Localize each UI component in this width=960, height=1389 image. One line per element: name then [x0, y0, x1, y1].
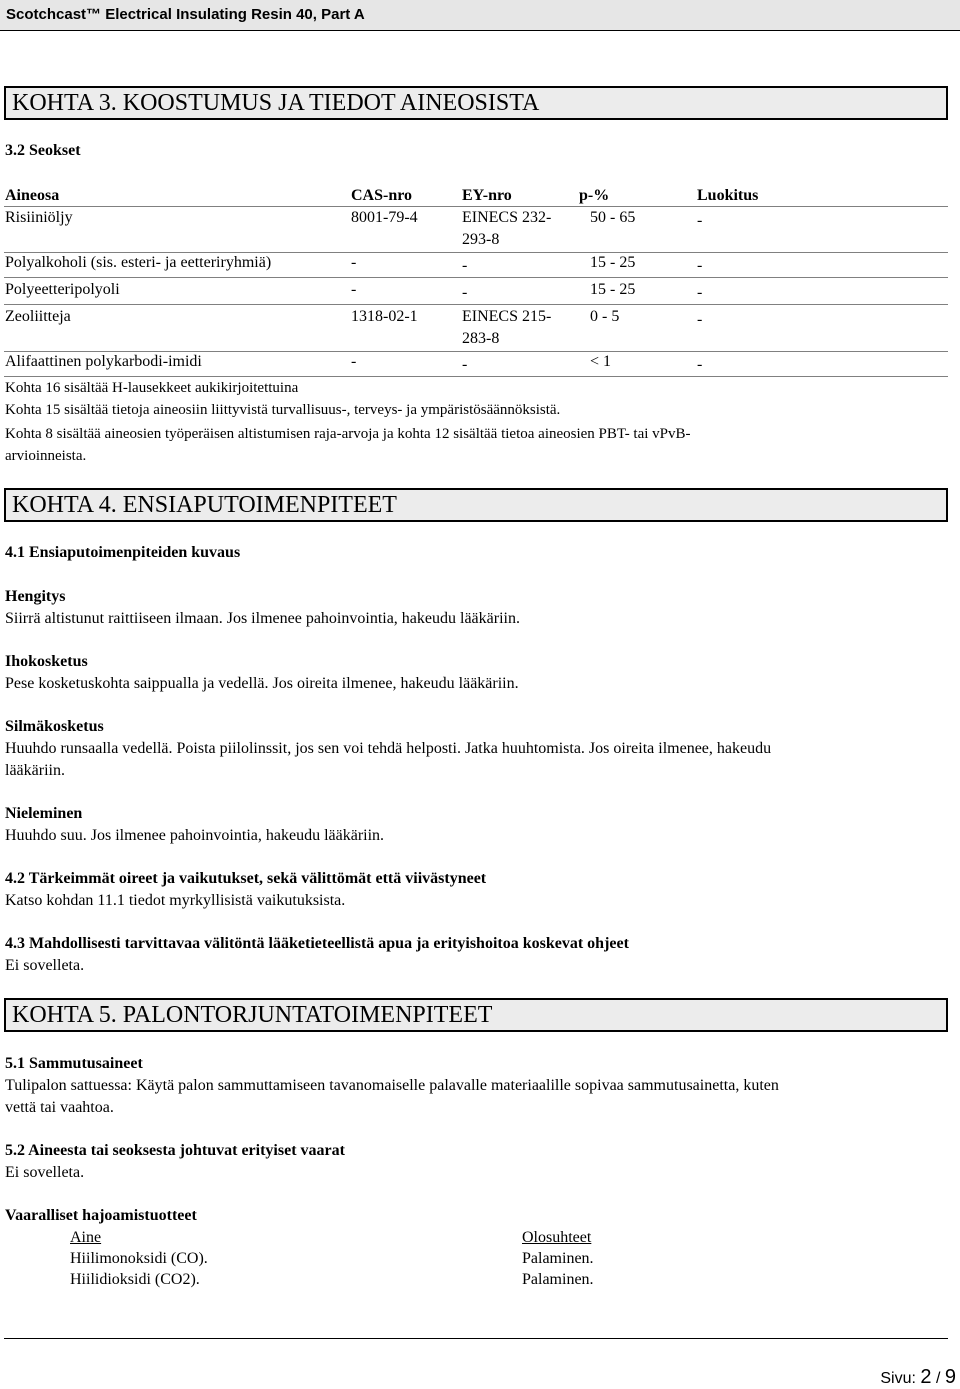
table-cell-pct: < 1: [590, 353, 612, 370]
note-section-8: Kohta 8 sisältää aineosien työperäisen altistumisen raja-arvoja ja kohta 12 sisältää tietoa aineosien PBT- tai vPvB-: [5, 426, 691, 442]
heading-ihokosketus: Ihokosketus: [5, 653, 88, 670]
subsection-5-1: 5.1 Sammutusaineet: [5, 1055, 143, 1072]
heading-nieleminen: Nieleminen: [5, 805, 83, 822]
list-item-aine: Hiilidioksidi (CO2).: [70, 1271, 200, 1288]
footer-divider: [4, 1338, 948, 1339]
col-header-luokitus: Luokitus: [697, 187, 759, 204]
table-cell-name: Zeoliitteja: [5, 308, 71, 325]
subsection-4-1: 4.1 Ensiaputoimenpiteiden kuvaus: [5, 544, 241, 561]
table-cell-cas: -: [351, 353, 357, 370]
table-rule: [4, 252, 948, 253]
text-silmakosketus: Huuhdo runsaalla vedellä. Poista piilolinssit, jos sen voi tehdä helposti. Jatka huuhtomista. Jos oireita ilmenee, hakeudu: [5, 740, 772, 757]
table-cell-cas: -: [351, 254, 357, 271]
subsection-4-3: 4.3 Mahdollisesti tarvittavaa välitöntä lääketieteellistä apua ja erityishoitoa koskevat ohjeet: [5, 935, 629, 952]
note-section-8-cont: arvioinneista.: [5, 448, 87, 464]
table-cell-cas: -: [351, 281, 357, 298]
section-4-heading: [4, 488, 948, 522]
table-rule: [4, 376, 948, 377]
table-rule: [4, 351, 948, 352]
page-separator: /: [935, 1370, 941, 1387]
heading-hajoamistuotteet: Vaaralliset hajoamistuotteet: [5, 1207, 197, 1224]
table-cell-luokitus: -: [697, 356, 703, 373]
page-number: 2: [920, 1366, 932, 1388]
text-4-3: Ei sovelleta.: [5, 957, 85, 974]
table-cell-ey: -: [462, 356, 468, 373]
text-4-2: Katso kohdan 11.1 tiedot myrkyllisistä vaikutuksista.: [5, 892, 346, 909]
table-cell-name: Polyeetteripolyoli: [5, 281, 120, 298]
table-cell-name: Risiiniöljy: [5, 209, 73, 226]
table-cell-pct: 15 - 25: [590, 254, 636, 271]
text-nieleminen: Huuhdo suu. Jos ilmenee pahoinvointia, hakeudu lääkäriin.: [5, 827, 385, 844]
text-5-1: Tulipalon sattuessa: Käytä palon sammuttamiseen tavanomaiselle palavalle materiaalille sopivaa sammutusainetta, kuten: [5, 1077, 779, 1094]
document-title: Scotchcast™ Electrical Insulating Resin 40, Part A: [6, 6, 365, 23]
table-cell-name: Polyalkoholi (sis. esteri- ja eetteriryhmiä): [5, 254, 272, 271]
section-5-title: KOHTA 5. PALONTORJUNTATOIMENPITEET: [12, 1002, 493, 1028]
table-cell-luokitus: -: [697, 284, 703, 301]
table-rule: [4, 277, 948, 278]
subsection-4-2: 4.2 Tärkeimmät oireet ja vaikutukset, sekä välittömät että viivästyneet: [5, 870, 487, 887]
table-rule: [4, 206, 948, 207]
note-h-statements: Kohta 16 sisältää H-lausekkeet aukikirjoitettuina: [5, 380, 299, 396]
subsection-5-2: 5.2 Aineesta tai seoksesta johtuvat erityiset vaarat: [5, 1142, 345, 1159]
table-cell-ey: EINECS 232-: [462, 209, 552, 226]
subsection-3-2: 3.2 Seokset: [5, 142, 81, 159]
heading-hengitys: Hengitys: [5, 588, 66, 605]
note-section-15: Kohta 15 sisältää tietoja aineosiin liittyvistä turvallisuus-, terveys- ja ympäristösäännöksistä.: [5, 402, 561, 418]
text-hengitys: Siirrä altistunut raittiiseen ilmaan. Jos ilmenee pahoinvointia, hakeudu lääkäriin.: [5, 610, 520, 627]
text-5-2: Ei sovelleta.: [5, 1164, 85, 1181]
table-rule: [4, 304, 948, 305]
col-header-pct: p-%: [579, 187, 610, 204]
page-indicator: [880, 1366, 956, 1389]
col-header-aine: Aine: [70, 1229, 102, 1246]
table-cell-luokitus: -: [697, 257, 703, 274]
list-item-olosuhteet: Palaminen.: [522, 1250, 594, 1267]
text-5-1-cont: vettä tai vaahtoa.: [5, 1099, 114, 1116]
col-header-ey: EY-nro: [462, 187, 512, 204]
table-cell-cas: 8001-79-4: [351, 209, 418, 226]
table-cell-ey: -: [462, 257, 468, 274]
table-cell-ey: EINECS 215-: [462, 308, 552, 325]
col-header-cas: CAS-nro: [351, 187, 413, 204]
list-item-aine: Hiilimonoksidi (CO).: [70, 1250, 208, 1267]
table-cell-pct: 50 - 65: [590, 209, 636, 226]
table-cell-pct: 15 - 25: [590, 281, 636, 298]
page-label: Sivu:: [880, 1370, 916, 1387]
text-ihokosketus: Pese kosketuskohta saippualla ja vedellä. Jos oireita ilmenee, hakeudu lääkäriin.: [5, 675, 519, 692]
text-silmakosketus-cont: lääkäriin.: [5, 762, 65, 779]
table-cell-luokitus: -: [697, 311, 703, 328]
table-cell-name: Alifaattinen polykarbodi-imidi: [5, 353, 202, 370]
col-header-olosuhteet: Olosuhteet: [522, 1229, 592, 1246]
table-cell-pct: 0 - 5: [590, 308, 620, 325]
heading-silmakosketus: Silmäkosketus: [5, 718, 104, 735]
section-5-heading: [4, 998, 948, 1032]
section-3-title: KOHTA 3. KOOSTUMUS JA TIEDOT AINEOSISTA: [12, 90, 540, 116]
table-cell-ey-cont: 283-8: [462, 330, 500, 347]
section-4-title: KOHTA 4. ENSIAPUTOIMENPITEET: [12, 492, 397, 518]
table-cell-luokitus: -: [697, 212, 703, 229]
col-header-aineosa: Aineosa: [5, 187, 60, 204]
page-total: 9: [944, 1366, 956, 1388]
table-cell-cas: 1318-02-1: [351, 308, 418, 325]
table-cell-ey: -: [462, 284, 468, 301]
section-3-heading: [4, 86, 948, 120]
list-item-olosuhteet: Palaminen.: [522, 1271, 594, 1288]
header-divider: [0, 30, 960, 31]
table-cell-ey-cont: 293-8: [462, 231, 500, 248]
